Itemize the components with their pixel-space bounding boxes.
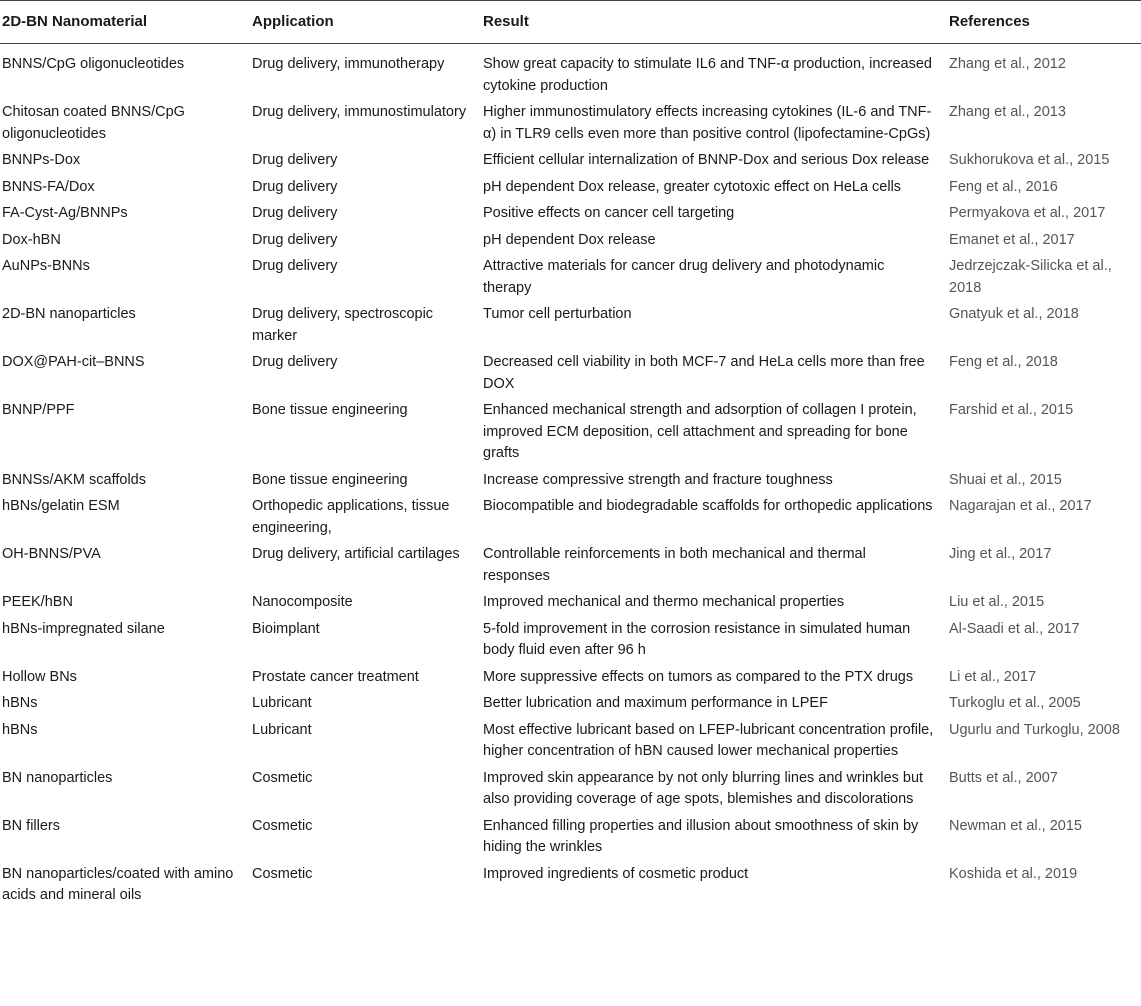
cell-result: Biocompatible and biodegradable scaffolds for orthopedic applications	[483, 498, 933, 514]
table-row	[0, 99, 1141, 147]
cell-application: Bone tissue engineering	[252, 471, 408, 488]
cell-result: Decreased cell viability in both MCF-7 and HeLa cells more than free DOX	[483, 354, 925, 392]
cell-material: BNNP/PPF	[2, 402, 75, 418]
cell-result: Improved mechanical and thermo mechanical properties	[483, 594, 845, 610]
table-row	[0, 616, 1141, 664]
cell-material: hBNs/gelatin ESM	[2, 498, 120, 514]
table-body	[0, 44, 1141, 909]
cell-material: PEEK/hBN	[2, 594, 73, 610]
cell-reference: Farshid et al., 2015	[949, 402, 1074, 418]
cell-material: DOX@PAH-cit–BNNS	[2, 354, 145, 370]
cell-material: BN nanoparticles	[2, 769, 113, 786]
cell-material: OH-BNNS/PVA	[2, 546, 101, 562]
cell-application: Drug delivery, immunotherapy	[252, 56, 445, 72]
cell-application: Lubricant	[252, 695, 312, 711]
cell-application: Lubricant	[252, 721, 312, 738]
cell-application: Cosmetic	[252, 865, 313, 882]
cell-result: More suppressive effects on tumors as compared to the PTX drugs	[483, 668, 914, 685]
cell-material: BN fillers	[2, 817, 61, 834]
cell-reference: Koshida et al., 2019	[949, 865, 1078, 882]
cell-material: BN nanoparticles/coated with amino acids and mineral oils	[2, 865, 234, 903]
table-row	[0, 349, 1141, 397]
cell-result: Improved ingredients of cosmetic product	[483, 865, 749, 882]
cell-material: Dox-hBN	[2, 231, 61, 248]
header-result: Result	[481, 1, 947, 44]
cell-application: Drug delivery, immunostimulatory	[252, 104, 467, 120]
cell-application: Nanocomposite	[252, 594, 353, 610]
cell-result: 5-fold improvement in the corrosion resistance in simulated human body fluid even after 96 h	[483, 620, 911, 658]
table-row	[0, 690, 1141, 717]
table-row	[0, 861, 1141, 909]
cell-reference: Jing et al., 2017	[949, 546, 1052, 562]
cell-application: Drug delivery	[252, 258, 338, 274]
table-row	[0, 493, 1141, 541]
cell-material: BNNS/CpG oligonucleotides	[2, 56, 185, 72]
cell-application: Drug delivery	[252, 231, 338, 248]
cell-application: Drug delivery, artificial cartilages	[252, 546, 460, 562]
table-row	[0, 147, 1141, 174]
cell-result: Tumor cell perturbation	[483, 306, 632, 322]
cell-application: Drug delivery	[252, 178, 338, 195]
cell-reference: Zhang et al., 2013	[949, 104, 1066, 120]
cell-reference: Sukhorukova et al., 2015	[949, 152, 1110, 168]
cell-result: Attractive materials for cancer drug delivery and photodynamic therapy	[483, 258, 885, 296]
cell-reference: Jedrzejczak-Silicka et al., 2018	[949, 258, 1112, 296]
table-row	[0, 174, 1141, 201]
cell-application: Drug delivery	[252, 205, 338, 221]
header-application: Application	[250, 1, 481, 44]
cell-reference: Liu et al., 2015	[949, 594, 1045, 610]
table-row	[0, 813, 1141, 861]
header-material: 2D-BN Nanomaterial	[0, 1, 250, 44]
cell-result: Show great capacity to stimulate IL6 and TNF-α production, increased cytokine production	[483, 56, 932, 94]
cell-reference: Shuai et al., 2015	[949, 471, 1062, 488]
cell-application: Bone tissue engineering	[252, 402, 408, 418]
cell-material: AuNPs-BNNs	[2, 258, 90, 274]
table-row	[0, 467, 1141, 494]
cell-reference: Al-Saadi et al., 2017	[949, 620, 1080, 637]
cell-application: Orthopedic applications, tissue engineering,	[252, 498, 450, 536]
table-row	[0, 200, 1141, 227]
table-row	[0, 664, 1141, 691]
cell-result: Increase compressive strength and fracture toughness	[483, 471, 833, 488]
table-row	[0, 227, 1141, 254]
cell-material: Chitosan coated BNNS/CpG oligonucleotides	[2, 104, 185, 142]
cell-application: Cosmetic	[252, 817, 313, 834]
cell-reference: Li et al., 2017	[949, 668, 1037, 685]
cell-material: FA-Cyst-Ag/BNNPs	[2, 205, 128, 221]
cell-reference: Permyakova et al., 2017	[949, 205, 1106, 221]
cell-reference: Turkoglu et al., 2005	[949, 695, 1081, 711]
cell-material: hBNs	[2, 721, 38, 738]
table-row	[0, 541, 1141, 589]
table-row	[0, 253, 1141, 301]
cell-result: Efficient cellular internalization of BNNP-Dox and serious Dox release	[483, 152, 930, 168]
cell-result: Higher immunostimulatory effects increasing cytokines (IL-6 and TNF-α) in TLR9 cells even more than positive control (lipofectamine-CpGs)	[483, 104, 932, 142]
cell-material: hBNs	[2, 695, 38, 711]
cell-application: Cosmetic	[252, 769, 313, 786]
cell-reference: Ugurlu and Turkoglu, 2008	[949, 721, 1120, 738]
cell-application: Drug delivery	[252, 152, 338, 168]
table-row	[0, 765, 1141, 813]
cell-reference: Feng et al., 2016	[949, 178, 1058, 195]
table-row	[0, 717, 1141, 765]
header-row	[0, 1, 1141, 44]
cell-material: hBNs-impregnated silane	[2, 620, 165, 637]
cell-application: Drug delivery	[252, 354, 338, 370]
cell-result: Positive effects on cancer cell targeting	[483, 205, 735, 221]
cell-result: pH dependent Dox release, greater cytotoxic effect on HeLa cells	[483, 178, 902, 195]
cell-application: Bioimplant	[252, 620, 320, 637]
cell-reference: Emanet et al., 2017	[949, 231, 1075, 248]
cell-material: 2D-BN nanoparticles	[2, 306, 136, 322]
cell-reference: Zhang et al., 2012	[949, 56, 1066, 72]
table-row	[0, 589, 1141, 616]
table-header	[0, 1, 1141, 44]
cell-material: BNNPs-Dox	[2, 152, 81, 168]
table-row	[0, 44, 1141, 100]
table-row	[0, 397, 1141, 467]
cell-reference: Gnatyuk et al., 2018	[949, 306, 1079, 322]
cell-reference: Nagarajan et al., 2017	[949, 498, 1092, 514]
cell-material: Hollow BNs	[2, 668, 77, 685]
cell-application: Prostate cancer treatment	[252, 668, 419, 685]
table-row	[0, 301, 1141, 349]
cell-result: Enhanced filling properties and illusion about smoothness of skin by hiding the wrinkles	[483, 817, 919, 855]
header-references: References	[947, 1, 1141, 44]
cell-result: Controllable reinforcements in both mechanical and thermal responses	[483, 546, 866, 584]
cell-reference: Feng et al., 2018	[949, 354, 1058, 370]
cell-material: BNNSs/AKM scaffolds	[2, 471, 146, 488]
cell-result: Enhanced mechanical strength and adsorption of collagen I protein, improved ECM deposition, cell attachment and spreading for bone grafts	[483, 402, 917, 461]
cell-result: Improved skin appearance by not only blurring lines and wrinkles but also providing coverage of age spots, blemishes and discolorations	[483, 769, 924, 807]
cell-application: Drug delivery, spectroscopic marker	[252, 306, 434, 344]
cell-result: Most effective lubricant based on LFEP-lubricant concentration profile, higher concentration of hBN caused lower mechanical properties	[483, 721, 934, 759]
cell-material: BNNS-FA/Dox	[2, 178, 95, 195]
cell-reference: Newman et al., 2015	[949, 817, 1082, 834]
cell-reference: Butts et al., 2007	[949, 769, 1058, 786]
cell-result: pH dependent Dox release	[483, 231, 656, 248]
cell-result: Better lubrication and maximum performance in LPEF	[483, 695, 828, 711]
